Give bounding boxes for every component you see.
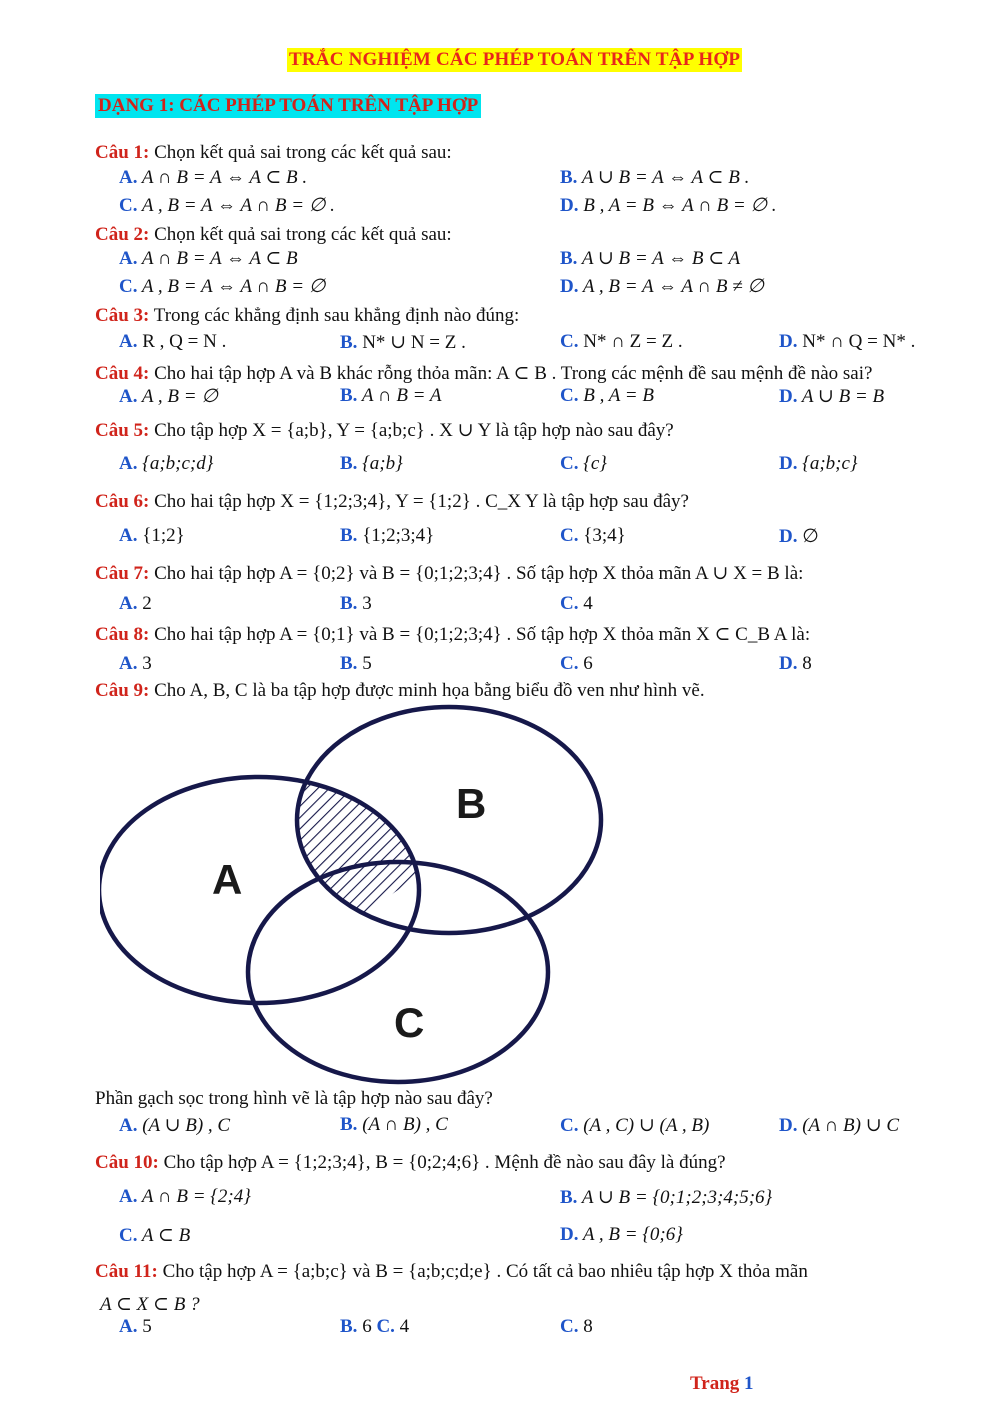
- question-text: Cho hai tập hợp X = {1;2;3;4}, Y = {1;2} . C_X Y là tập hợp sau đây?: [149, 491, 689, 512]
- option-text: 5: [137, 1316, 152, 1337]
- q9-option-b[interactable]: [340, 1114, 448, 1136]
- hatched-region: [100, 700, 620, 1090]
- option-label: B.: [340, 525, 358, 546]
- q7-option-c[interactable]: [560, 593, 593, 615]
- option-text: ∅: [797, 526, 819, 547]
- option-text: {1;2}: [137, 525, 185, 546]
- question-label: Câu 9:: [95, 680, 150, 701]
- q11-option-a[interactable]: [119, 1316, 152, 1338]
- q6-option-d[interactable]: [779, 525, 819, 548]
- option-text: 2: [137, 593, 152, 614]
- option-text: 3: [357, 593, 372, 614]
- option-label: C.: [560, 331, 579, 352]
- q1-option-d[interactable]: [560, 194, 777, 217]
- question-text: Chọn kết quả sai trong các kết quả sau:: [149, 142, 452, 163]
- q10-option-b[interactable]: [560, 1186, 772, 1209]
- option-text: 6: [357, 1316, 372, 1337]
- question-text: Chọn kết quả sai trong các kết quả sau:: [149, 224, 452, 245]
- option-text: {a;b;c}: [797, 453, 858, 474]
- option-text: (A , C) ∪ (A , B): [578, 1115, 710, 1136]
- option-text: A , B = A ⇔ A ∩ B = ∅: [137, 276, 326, 297]
- option-text: A ∪ B = {0;1;2;3;4;5;6}: [577, 1187, 773, 1208]
- question-text: Cho tập hợp X = {a;b}, Y = {a;b;c} . X ∪ Y là tập hợp nào sau đây?: [149, 420, 674, 441]
- question-5: [95, 419, 674, 442]
- option-label: B.: [340, 593, 358, 614]
- venn-diagram: [100, 700, 620, 1090]
- question-label: Câu 3:: [95, 305, 150, 326]
- q2-option-a[interactable]: [119, 247, 298, 270]
- question-text: Cho A, B, C là ba tập hợp được minh họa bằng biểu đồ ven như hình vẽ.: [149, 680, 705, 701]
- option-label: B.: [340, 653, 358, 674]
- option-text: 8: [578, 1316, 593, 1337]
- option-text: 8: [797, 653, 812, 674]
- question-2: [95, 224, 452, 246]
- question-label: Câu 10:: [95, 1152, 159, 1173]
- q10-option-a[interactable]: [119, 1186, 251, 1208]
- question-4: [95, 362, 872, 385]
- option-label: B.: [340, 1114, 358, 1135]
- option-label: A.: [119, 1186, 138, 1207]
- question-label: Câu 4:: [95, 363, 150, 384]
- option-label: D.: [560, 276, 579, 297]
- question-label: Câu 2:: [95, 224, 150, 245]
- option-label: D.: [779, 453, 798, 474]
- q9-option-d[interactable]: [779, 1114, 899, 1137]
- option-text: A ∪ B = B: [797, 386, 885, 407]
- question-label: Câu 5:: [95, 420, 150, 441]
- option-label: C.: [560, 1115, 579, 1136]
- q6-option-b[interactable]: [340, 525, 434, 547]
- q8-option-c[interactable]: [560, 653, 593, 675]
- option-label: D.: [779, 386, 798, 407]
- option-text: (A ∩ B) , C: [357, 1114, 448, 1135]
- option-label: C.: [560, 1316, 579, 1337]
- question-text: Cho tập hợp A = {a;b;c} và B = {a;b;c;d;e} . Có tất cả bao nhiêu tập hợp X thỏa mãn: [157, 1261, 808, 1282]
- option-label: C.: [560, 453, 579, 474]
- page-number: [690, 1373, 754, 1395]
- option-label: D.: [779, 653, 798, 674]
- option-label: D.: [779, 526, 798, 547]
- q4-option-a[interactable]: [119, 385, 218, 408]
- q5-option-a[interactable]: [119, 453, 213, 475]
- option-text: A , B = A ⇔ A ∩ B ≠ ∅: [578, 276, 764, 297]
- q4-option-b[interactable]: [340, 385, 442, 407]
- option-label: D.: [779, 1115, 798, 1136]
- question-label: Câu 1:: [95, 142, 150, 163]
- question-label: Câu 7:: [95, 563, 150, 584]
- question-11: [95, 1261, 808, 1283]
- q2-option-d[interactable]: [560, 275, 764, 298]
- question-text: Cho hai tập hợp A = {0;1} và B = {0;1;2;3;4} . Số tập hợp X thỏa mãn X ⊂ C_B A là:: [149, 624, 811, 645]
- venn-circle-c: [248, 862, 548, 1082]
- question-9: [95, 680, 705, 702]
- option-label: B.: [560, 248, 578, 269]
- option-text: A ∩ B = A: [357, 385, 442, 406]
- q1-option-c[interactable]: [119, 194, 335, 217]
- document-title: TRẮC NGHIỆM CÁC PHÉP TOÁN TRÊN TẬP HỢP: [289, 49, 741, 70]
- option-label: C.: [119, 1225, 138, 1246]
- venn-label-a: A: [212, 856, 243, 903]
- question-text: Cho hai tập hợp A = {0;2} và B = {0;1;2;3;4} . Số tập hợp X thỏa mãn A ∪ X = B là:: [149, 563, 804, 584]
- question-label: Câu 6:: [95, 491, 150, 512]
- q1-option-a[interactable]: [119, 166, 307, 189]
- option-text: {3;4}: [578, 525, 626, 546]
- option-text: 4: [578, 593, 593, 614]
- option-text: A ∩ B = {2;4}: [137, 1186, 251, 1207]
- option-label: B.: [340, 453, 358, 474]
- question-6: [95, 491, 689, 513]
- option-text: N* ∪ N = Z .: [357, 332, 466, 353]
- option-text: A ∪ B = A ⇔ A ⊂ B .: [577, 167, 750, 188]
- option-text: N* ∩ Q = N* .: [797, 331, 916, 352]
- option-label: B.: [340, 1316, 358, 1337]
- q3-option-d[interactable]: [779, 331, 915, 353]
- q4-option-d[interactable]: [779, 385, 884, 408]
- q9-option-c[interactable]: [560, 1114, 709, 1137]
- option-text: R , Q = N .: [137, 331, 227, 352]
- q8-option-d[interactable]: [779, 653, 812, 675]
- option-text: (A ∩ B) ∪ C: [797, 1115, 900, 1136]
- option-text: 3: [137, 653, 152, 674]
- option-text: A ∪ B = A ⇔ B ⊂ A: [577, 248, 741, 269]
- option-label: C.: [376, 1316, 395, 1337]
- option-text: A ⊂ B: [137, 1225, 191, 1246]
- option-text: A , B = ∅: [137, 386, 218, 407]
- q6-option-c[interactable]: [560, 525, 626, 547]
- q8-option-a[interactable]: [119, 653, 152, 675]
- q8-option-b[interactable]: [340, 653, 372, 675]
- option-text: B , A = B ⇔ A ∩ B = ∅ .: [578, 195, 777, 216]
- option-label: D.: [779, 331, 798, 352]
- question-10: [95, 1152, 726, 1174]
- option-text: {c}: [578, 453, 607, 474]
- option-label: C.: [119, 276, 138, 297]
- option-text: A , B = {0;6}: [578, 1224, 683, 1245]
- option-label: C.: [560, 525, 579, 546]
- q5-option-c[interactable]: [560, 453, 607, 475]
- option-label: C.: [560, 653, 579, 674]
- q9-option-a[interactable]: [119, 1114, 230, 1137]
- option-label: A.: [119, 167, 138, 188]
- q2-option-c[interactable]: [119, 275, 325, 298]
- venn-label-b: B: [456, 780, 487, 827]
- venn-label-c: C: [394, 999, 425, 1046]
- question-text: Cho hai tập hợp A và B khác rỗng thỏa mãn: A ⊂ B . Trong các mệnh đề sau mệnh đề nào sai?: [149, 363, 873, 384]
- option-label: A.: [119, 593, 138, 614]
- option-label: B.: [340, 332, 358, 353]
- option-label: A.: [119, 453, 138, 474]
- option-text: 6: [578, 653, 593, 674]
- q7-option-b[interactable]: [340, 593, 372, 615]
- q3-option-a[interactable]: [119, 331, 226, 353]
- question-9-prompt: Phần gạch sọc trong hình vẽ là tập hợp nào sau đây?: [95, 1088, 493, 1109]
- option-text: A ∩ B = A ⇔ A ⊂ B .: [137, 167, 308, 188]
- option-label: A.: [119, 331, 138, 352]
- q10-option-d[interactable]: [560, 1224, 683, 1246]
- q10-option-c[interactable]: [119, 1224, 190, 1247]
- option-text: (A ∪ B) , C: [137, 1115, 231, 1136]
- q2-option-b[interactable]: [560, 247, 740, 270]
- option-label: B.: [560, 167, 578, 188]
- option-label: A.: [119, 386, 138, 407]
- option-label: B.: [560, 1187, 578, 1208]
- option-text: N* ∩ Z = Z .: [578, 331, 683, 352]
- option-text: 5: [357, 653, 372, 674]
- option-label: D.: [560, 195, 579, 216]
- option-label: A.: [119, 248, 138, 269]
- option-label: C.: [560, 385, 579, 406]
- q5-option-b[interactable]: [340, 453, 403, 475]
- option-text: A ∩ B = A ⇔ A ⊂ B: [137, 248, 298, 269]
- question-11-continuation: A ⊂ X ⊂ B ?: [100, 1294, 200, 1315]
- option-text: {1;2;3;4}: [357, 525, 435, 546]
- option-label: A.: [119, 1115, 138, 1136]
- option-text: 4: [394, 1316, 410, 1337]
- option-text: {a;b}: [357, 453, 403, 474]
- option-label: C.: [119, 195, 138, 216]
- question-text: Cho tập hợp A = {1;2;3;4}, B = {0;2;4;6} . Mệnh đề nào sau đây là đúng?: [158, 1152, 726, 1173]
- option-label: C.: [560, 593, 579, 614]
- option-label: B.: [340, 385, 358, 406]
- option-label: A.: [119, 653, 138, 674]
- option-text: B , A = B: [578, 385, 654, 406]
- q11-option-b[interactable]: [340, 1316, 409, 1338]
- q6-option-a[interactable]: [119, 525, 185, 547]
- q3-option-c[interactable]: [560, 331, 683, 353]
- question-label: Câu 11:: [95, 1261, 158, 1282]
- section-heading: DẠNG 1: CÁC PHÉP TOÁN TRÊN TẬP HỢP: [95, 94, 481, 118]
- question-7: [95, 562, 803, 585]
- q3-option-b[interactable]: [340, 331, 466, 354]
- q7-option-a[interactable]: [119, 593, 152, 615]
- question-3: [95, 305, 519, 327]
- q5-option-d[interactable]: [779, 453, 858, 475]
- question-8: [95, 623, 810, 646]
- question-1: [95, 142, 452, 164]
- question-text: Trong các khẳng định sau khẳng định nào đúng:: [149, 305, 520, 326]
- q1-option-b[interactable]: [560, 166, 749, 189]
- page-label: Trang: [690, 1373, 740, 1394]
- option-text: A , B = A ⇔ A ∩ B = ∅ .: [137, 195, 335, 216]
- option-label: A.: [119, 525, 138, 546]
- option-label: D.: [560, 1224, 579, 1245]
- option-label: A.: [119, 1316, 138, 1337]
- q11-option-c[interactable]: [560, 1316, 593, 1338]
- option-text: {a;b;c;d}: [137, 453, 214, 474]
- q4-option-c[interactable]: [560, 385, 654, 407]
- page-number-value: 1: [744, 1373, 754, 1394]
- question-label: Câu 8:: [95, 624, 150, 645]
